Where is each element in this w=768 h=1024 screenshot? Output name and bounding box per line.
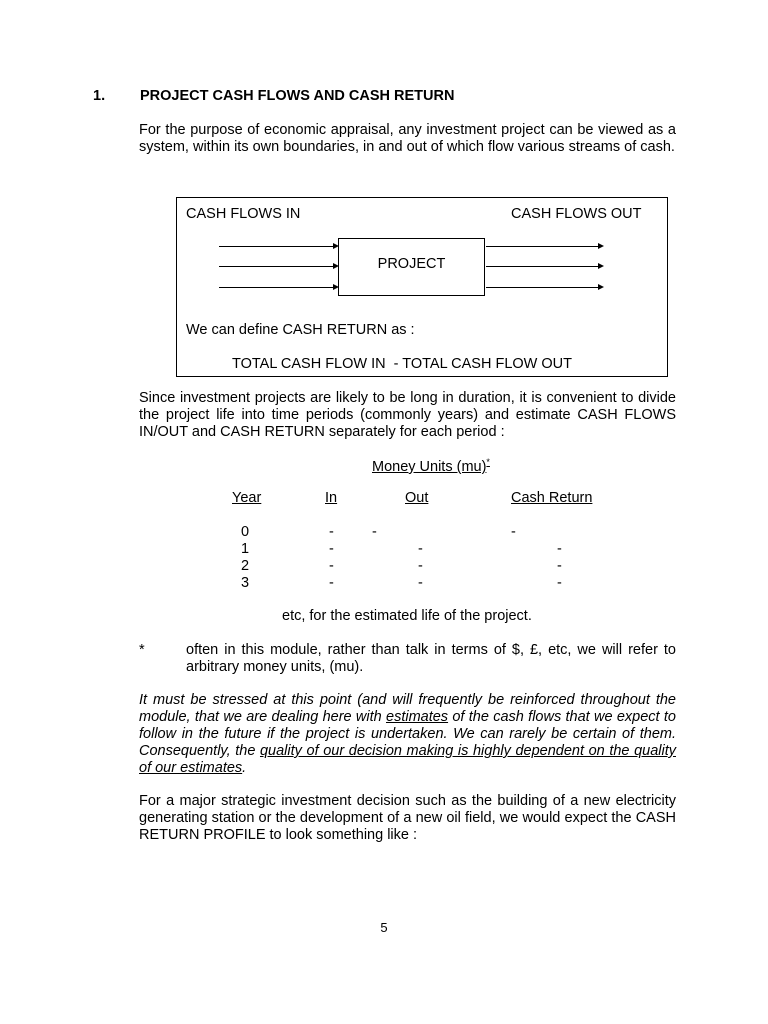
outflow-arrow (486, 246, 602, 247)
page-number: 5 (380, 920, 388, 935)
table-row-in: - (329, 575, 334, 591)
table-row-cash-return: - (557, 558, 562, 574)
etc-line: etc, for the estimated life of the project. (282, 608, 532, 624)
inflow-arrow (219, 287, 337, 288)
project-label: PROJECT (377, 256, 446, 272)
table-row-cash-return: - (557, 541, 562, 557)
cash-return-formula: TOTAL CASH FLOW IN - TOTAL CASH FLOW OUT (232, 356, 572, 372)
stress-paragraph: It must be stressed at this point (and will frequently be reinforced throughout the module, that we are dealing here with estimates of the cash flows that we expect to follow in the future if the project is undertaken. We can rarely be certain of them. Consequently, the quality of our decision making is highly dependent on the quality of our estimates. (139, 692, 676, 776)
project-box (338, 238, 485, 296)
periods-paragraph: Since investment projects are likely to be long in duration, it is convenient to divide the project life into time periods (commonly years) and estimate CASH FLOWS IN/OUT and CASH RETURN separately for each period : (139, 390, 676, 440)
table-row-out: - (418, 558, 423, 574)
table-row-in: - (329, 558, 334, 574)
inflow-arrow (219, 246, 337, 247)
table-row-in: - (329, 541, 334, 557)
table-row-year: 3 (241, 575, 250, 591)
money-units-label: Money Units (mu)* (372, 457, 490, 475)
intro-paragraph: For the purpose of economic appraisal, any investment project can be viewed as a system, within its own boundaries, in and out of which flow various streams of cash. (139, 122, 676, 155)
table-row-year: 2 (241, 558, 250, 574)
section-number: 1. (93, 88, 106, 104)
table-row-year: 1 (241, 541, 250, 557)
strategic-paragraph: For a major strategic investment decision such as the building of a new electricity generating station or the development of a new oil field, we would expect the CASH RETURN PROFILE to look something like : (139, 793, 676, 843)
footnote-mark: * (139, 642, 145, 658)
cash-flows-in-label: CASH FLOWS IN (186, 206, 301, 222)
header-cash-return: Cash Return (511, 490, 593, 506)
header-in: In (325, 490, 338, 506)
table-row-extra: - (372, 524, 377, 540)
outflow-arrow (486, 287, 602, 288)
table-row-year: 0 (241, 524, 250, 540)
inflow-arrow (219, 266, 337, 267)
section-title: PROJECT CASH FLOWS AND CASH RETURN (140, 88, 455, 104)
cash-flows-out-label: CASH FLOWS OUT (511, 206, 642, 222)
footnote-text: often in this module, rather than talk in terms of $, £, etc, we will refer to arbitrary money units, (mu). (186, 642, 676, 675)
outflow-arrow (486, 266, 602, 267)
header-out: Out (405, 490, 429, 506)
table-row-cash-return: - (511, 524, 516, 540)
table-row-out: - (418, 575, 423, 591)
define-text: We can define CASH RETURN as : (186, 322, 415, 338)
table-row-out: - (418, 541, 423, 557)
table-row-cash-return: - (557, 575, 562, 591)
header-year: Year (232, 490, 262, 506)
table-row-in: - (329, 524, 334, 540)
